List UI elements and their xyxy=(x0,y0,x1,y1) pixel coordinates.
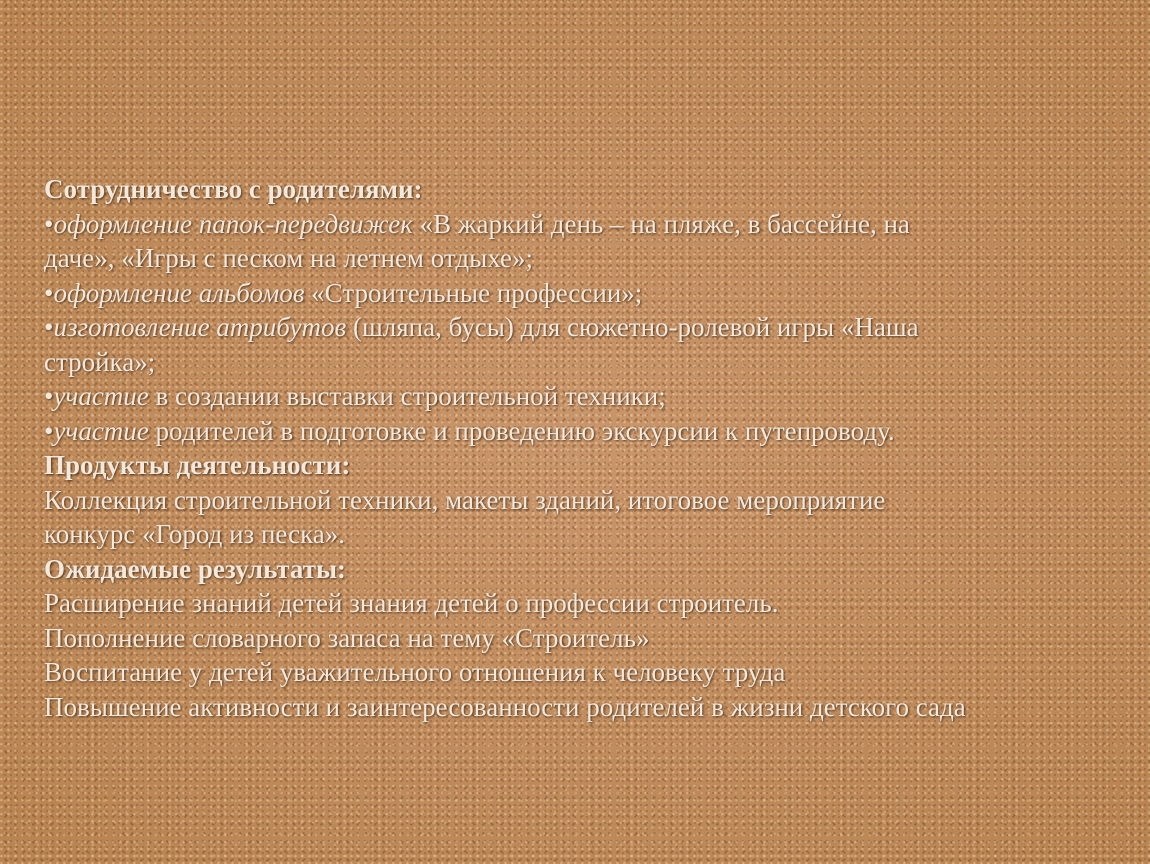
bullet: • xyxy=(44,381,54,411)
cooperation-heading: Сотрудничество с родителями: xyxy=(44,174,423,204)
slide-text-block xyxy=(44,172,1144,724)
item-emphasis: участие xyxy=(53,415,149,446)
list-item xyxy=(44,276,1144,311)
bullet: • xyxy=(44,312,54,342)
item-emphasis: оформление папок-передвижек xyxy=(53,208,413,239)
products-heading: Продукты деятельности: xyxy=(44,450,351,480)
bullet: • xyxy=(44,277,54,308)
products-text: Коллекция строительной техники, макеты зданий, итоговое мероприятие xyxy=(44,484,886,515)
result-item: Повышение активности и заинтересованности родителей в жизни детского сада xyxy=(44,691,966,722)
item-text: «Строительные профессии»; xyxy=(304,277,643,308)
products-text: конкурс «Город из песка». xyxy=(44,519,346,549)
item-emphasis: оформление альбомов xyxy=(53,277,305,308)
list-item xyxy=(44,414,1144,449)
list-item-continuation: даче», «Игры с песком на летнем отдыхе»; xyxy=(44,243,534,273)
result-item: Воспитание у детей уважительного отношения к человеку труда xyxy=(44,657,786,687)
result-item: Расширение знаний детей знания детей о профессии строитель. xyxy=(44,588,779,618)
item-text: родителей в подготовке и проведению экскурсии к путепроводу. xyxy=(148,415,895,446)
item-text: «В жаркий день – на пляже, в бассейне, на xyxy=(412,208,910,239)
list-item xyxy=(44,310,1144,345)
item-text: (шляпа, бусы) для сюжетно-ролевой игры «Наша xyxy=(346,312,919,342)
result-item: Пополнение словарного запаса на тему «Строитель» xyxy=(44,622,650,653)
bullet: • xyxy=(44,208,54,239)
results-heading: Ожидаемые результаты: xyxy=(44,553,347,584)
bullet: • xyxy=(44,415,54,446)
item-emphasis: изготовление атрибутов xyxy=(53,312,347,342)
list-item xyxy=(44,379,1144,414)
list-item xyxy=(44,207,1144,242)
list-item-continuation: стройка»; xyxy=(44,346,156,377)
item-text: в создании выставки строительной техники; xyxy=(148,381,666,411)
item-emphasis: участие xyxy=(53,381,149,411)
